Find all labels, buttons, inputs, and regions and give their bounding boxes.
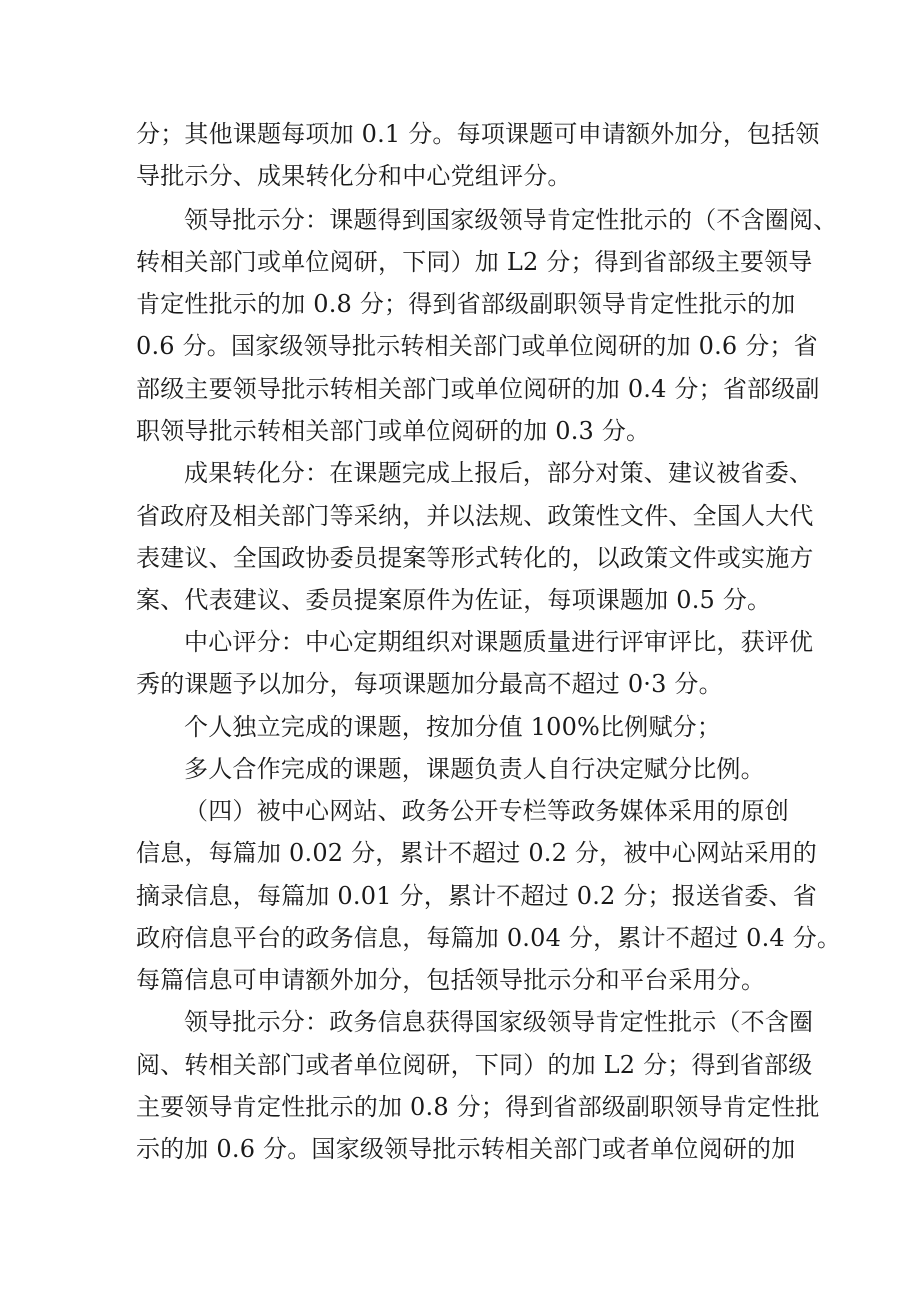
- text-line: 省政府及相关部门等采纳，并以法规、政策性文件、全国人大代: [136, 502, 814, 530]
- text-line: 案、代表建议、委员提案原件为佐证，每项课题加 0.5 分。: [136, 586, 772, 614]
- text-line: 肯定性批示的加 0.8 分；得到省部级副职领导肯定性批示的加: [136, 290, 796, 318]
- text-line: 导批示分、成果转化分和中心党组评分。: [136, 162, 572, 190]
- text-line: 秀的课题予以加分，每项课题加分最高不超过 0·3 分。: [136, 670, 723, 698]
- text-line: 示的加 0.6 分。国家级领导批示转相关部门或者单位阅研的加: [136, 1135, 796, 1163]
- text-line: 信息，每篇加 0.02 分，累计不超过 0.2 分，被中心网站采用的: [136, 839, 817, 867]
- text-line: 摘录信息，每篇加 0.01 分，累计不超过 0.2 分；报送省委、省: [136, 882, 817, 910]
- text-line: 0.6 分。国家级领导批示转相关部门或单位阅研的加 0.6 分；省: [136, 332, 818, 360]
- text-line: （四）被中心网站、政务公开专栏等政务媒体采用的原创: [184, 797, 789, 825]
- text-line: 部级主要领导批示转相关部门或单位阅研的加 0.4 分；省部级副: [136, 375, 820, 403]
- text-line: 阅、转相关部门或者单位阅研，下同）的加 L2 分；得到省部级: [136, 1051, 813, 1079]
- text-line: 多人合作完成的课题，课题负责人自行决定赋分比例。: [184, 755, 765, 783]
- text-line: 每篇信息可申请额外加分，包括领导批示分和平台采用分。: [136, 966, 766, 994]
- text-line: 领导批示分：政务信息获得国家级领导肯定性批示（不含圈: [184, 1008, 814, 1036]
- text-line: 个人独立完成的课题，按加分值 100%比例赋分；: [184, 713, 722, 741]
- text-line: 成果转化分：在课题完成上报后，部分对策、建议被省委、: [184, 459, 814, 487]
- text-line: 政府信息平台的政务信息，每篇加 0.04 分，累计不超过 0.4 分。: [136, 924, 842, 952]
- text-line: 中心评分：中心定期组织对课题质量进行评审评比，获评优: [184, 628, 814, 656]
- text-line: 职领导批示转相关部门或单位阅研的加 0.3 分。: [136, 417, 651, 445]
- text-line: 领导批示分：课题得到国家级领导肯定性批示的（不含圈阅、: [184, 206, 838, 234]
- text-line: 表建议、全国政协委员提案等形式转化的，以政策文件或实施方: [136, 544, 814, 572]
- text-line: 主要领导肯定性批示的加 0.8 分；得到省部级副职领导肯定性批: [136, 1093, 820, 1121]
- text-line: 分；其他课题每项加 0.1 分。每项课题可申请额外加分，包括领: [136, 120, 820, 148]
- text-line: 转相关部门或单位阅研，下同）加 L2 分；得到省部级主要领导: [136, 248, 813, 276]
